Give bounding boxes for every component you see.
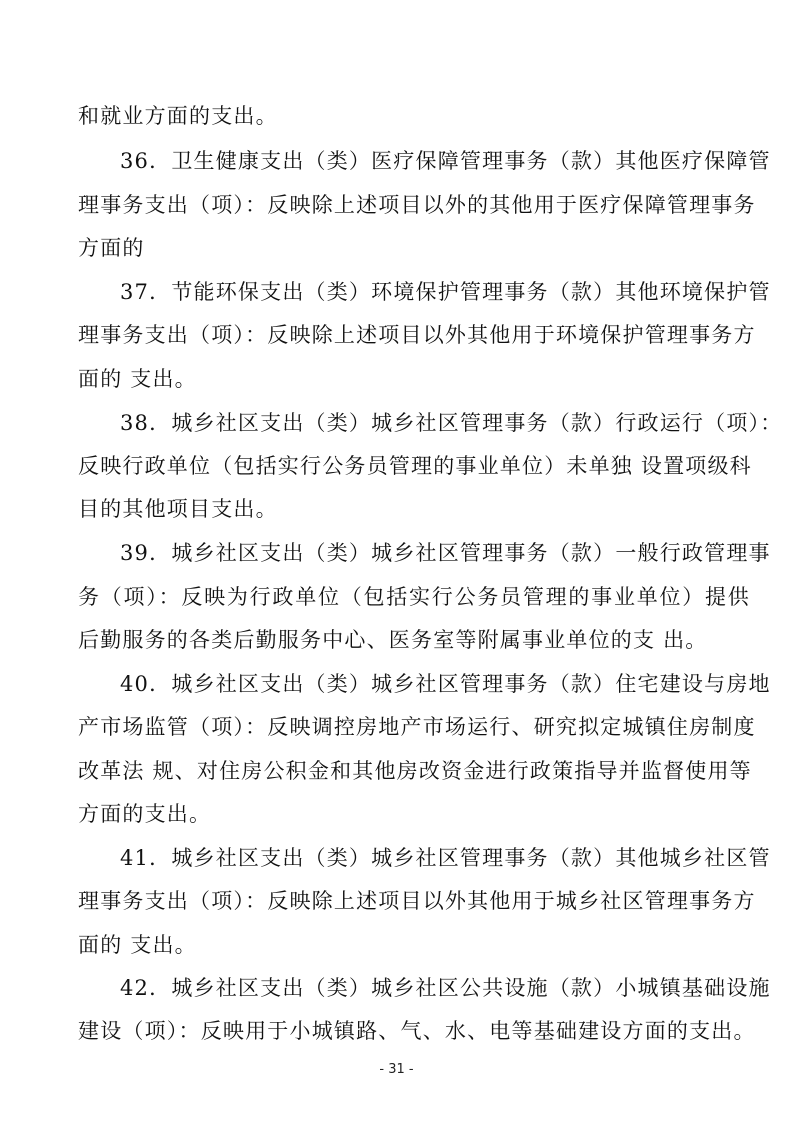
text-line: 改革法 规、对住房公积金和其他房改资金进行政策指导并监督使用等: [78, 759, 752, 783]
text-line: 和就业方面的支出。: [78, 104, 278, 128]
item-37-heading: 37．节能环保支出（类）环境保护管理事务（款）其他环境保护管: [120, 280, 771, 304]
item-36-heading: 36．卫生健康支出（类）医疗保障管理事务（款）其他医疗保障管: [120, 149, 771, 173]
text-line: 后勤服务的各类后勤服务中心、医务室等附属事业单位的支 出。: [78, 628, 708, 652]
item-41-heading: 41．城乡社区支出（类）城乡社区管理事务（款）其他城乡社区管: [120, 846, 771, 870]
text-line: 方面的: [78, 236, 145, 260]
text-line: 产市场监管（项）：反映调控房地产市场运行、研究拟定城镇住房制度: [78, 715, 756, 739]
text-line: 方面的支出。: [78, 802, 212, 826]
text-line: 反映行政单位（包括实行公务员管理的事业单位）未单独 设置项级科: [78, 454, 752, 478]
text-line: 理事务支出（项）：反映除上述项目以外其他用于城乡社区管理事务方: [78, 889, 756, 913]
item-42-heading: 42．城乡社区支出（类）城乡社区公共设施（款）小城镇基础设施: [120, 976, 771, 1000]
text-line: 理事务支出（项）：反映除上述项目以外其他用于环境保护管理事务方: [78, 323, 756, 347]
item-40-heading: 40．城乡社区支出（类）城乡社区管理事务（款）住宅建设与房地: [120, 672, 771, 696]
item-38-heading: 38．城乡社区支出（类）城乡社区管理事务（款）行政运行（项）：: [120, 411, 783, 435]
text-line: 建设（项）：反映用于小城镇路、气、水、电等基础建设方面的支出。: [78, 1019, 756, 1043]
text-line: 面的 支出。: [78, 933, 197, 957]
item-39-heading: 39．城乡社区支出（类）城乡社区管理事务（款）一般行政管理事: [120, 541, 771, 565]
page-number: - 31 -: [379, 1062, 414, 1077]
text-line: 面的 支出。: [78, 367, 197, 391]
text-line: 务（项）：反映为行政单位（包括实行公务员管理的事业单位）提供: [78, 585, 750, 609]
text-line: 目的其他项目支出。: [78, 497, 278, 521]
text-line: 理事务支出（项）：反映除上述项目以外的其他用于医疗保障管理事务: [78, 193, 756, 217]
